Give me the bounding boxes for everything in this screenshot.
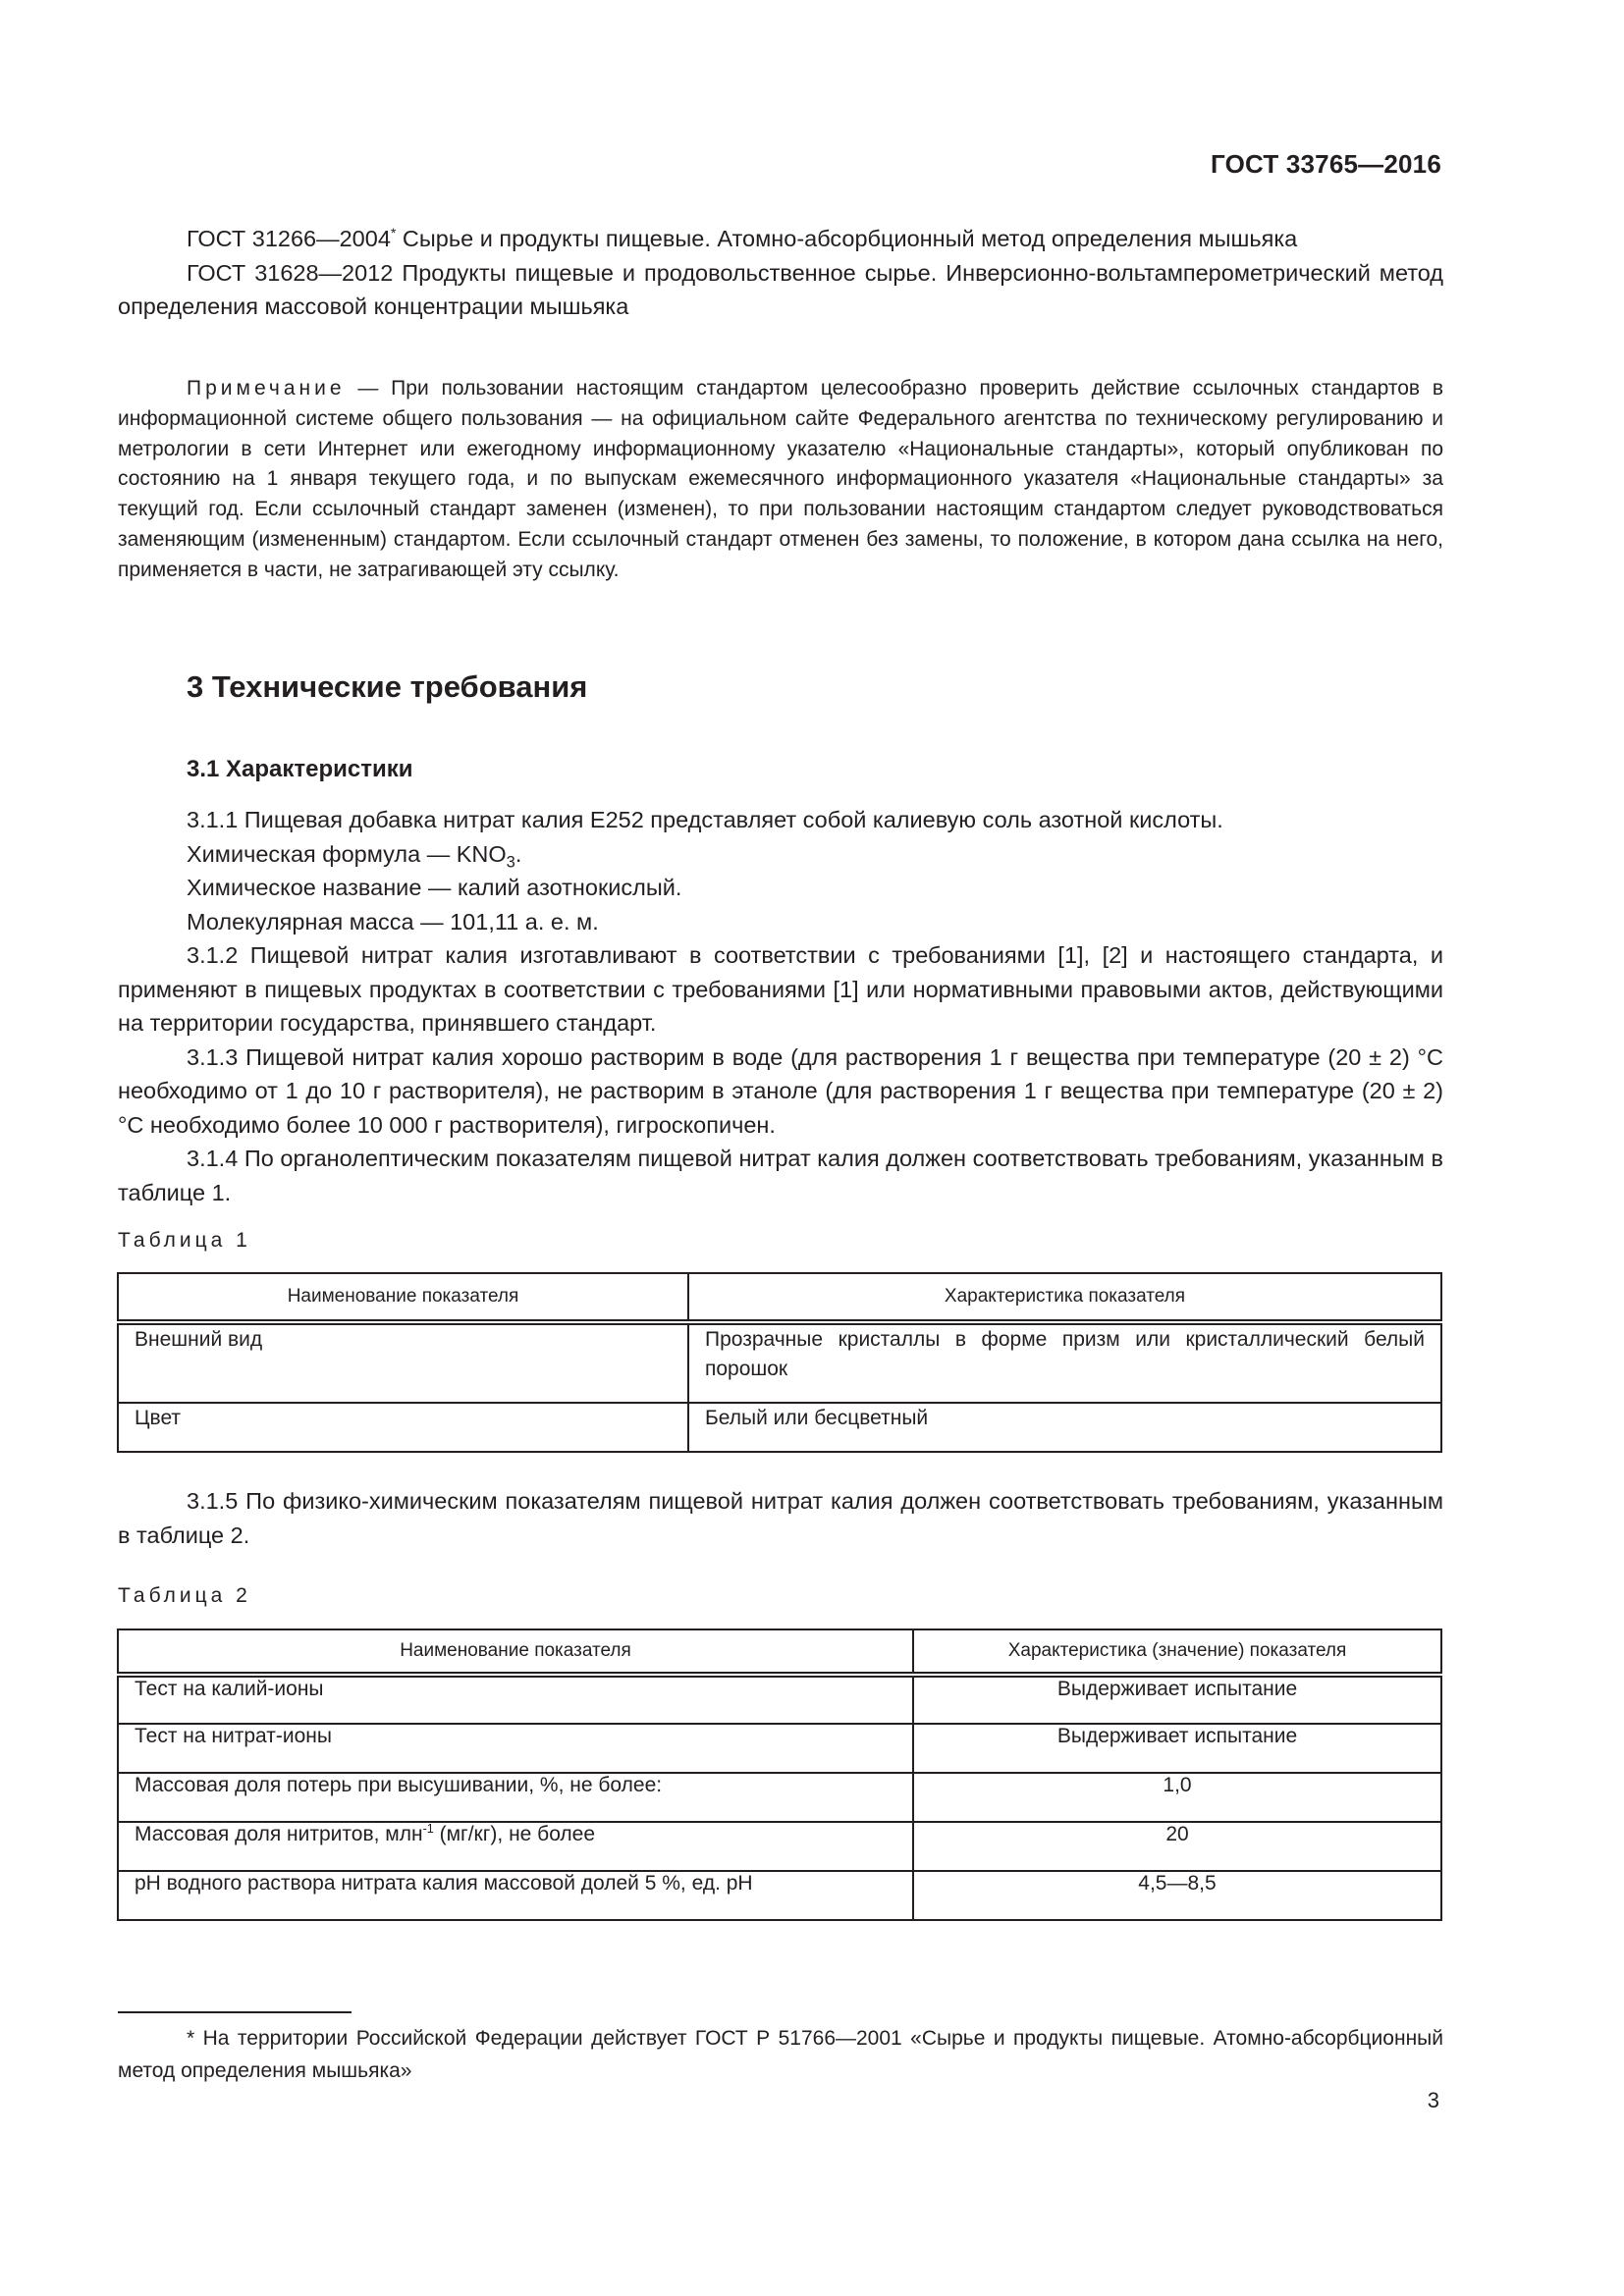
- cell-text-tail: (мг/кг), не более: [433, 1823, 596, 1845]
- table-cell: 20: [913, 1822, 1441, 1871]
- table-header-cell: Характеристика (значение) показателя: [913, 1629, 1441, 1675]
- table-header-row: [118, 1273, 1441, 1322]
- note-block: [118, 374, 1443, 586]
- table-cell: [118, 1822, 913, 1871]
- reference-code: ГОСТ 31266—2004: [187, 226, 391, 251]
- superscript: -1: [422, 1822, 434, 1836]
- reference-item: [118, 222, 1443, 256]
- page-number: 3: [1427, 2088, 1439, 2112]
- paragraph-3-1-4: 3.1.4 По органолептическим показателям пищевой нитрат калия должен соответствовать требованиям, указанным в таблице 1.: [118, 1146, 1443, 1205]
- molecular-mass: Молекулярная масса — 101,11 а. е. м.: [187, 908, 599, 934]
- footnote: [118, 2022, 1443, 2087]
- table-cell: 4,5—8,5: [913, 1871, 1441, 1920]
- paragraph-3-1-3: 3.1.3 Пищевой нитрат калия хорошо растворим в воде (для растворения 1 г вещества при температуре (20 ± 2) °С необходимо от 1 до 10 г растворителя), не растворим в этаноле (для растворения 1 г вещества при температуре (20 ± 2) °С необходимо более 10 000 г растворителя), гигроскопичен.: [118, 1043, 1443, 1138]
- section-title: 3 Технические требования: [187, 669, 588, 704]
- formula-line: [118, 837, 1443, 872]
- table-row: [118, 1724, 1441, 1773]
- document-number-header: ГОСТ 33765—2016: [1211, 149, 1441, 179]
- table-cell: Выдерживает испытание: [913, 1675, 1441, 1724]
- section-body-1: [118, 803, 1443, 1209]
- table-cell: Тест на нитрат-ионы: [118, 1724, 913, 1773]
- formula-subscript: 3: [506, 853, 515, 872]
- footnote-mark: *: [390, 225, 397, 241]
- footnote-divider: [118, 2011, 352, 2013]
- formula-label: Химическая формула — KNO: [187, 840, 507, 867]
- table-row: [118, 1675, 1441, 1724]
- table-header-row: [118, 1629, 1441, 1675]
- table-row: [118, 1871, 1441, 1920]
- footnote-text: На территории Российской Федерации действует ГОСТ Р 51766—2001 «Сырье и продукты пищевые. Атомно-абсорбционный метод определения мышьяка»: [118, 2027, 1443, 2082]
- chemical-name: Химическое название — калий азотнокислый.: [187, 875, 682, 900]
- table-header-cell: Наименование показателя: [118, 1629, 913, 1675]
- table-cell: 1,0: [913, 1773, 1441, 1822]
- reference-item: [118, 256, 1443, 324]
- note-text: — При пользовании настоящим стандартом целесообразно проверить действие ссылочных стандартов в информационной системе общего пользования — на официальном сайте Федерального агентства по техническому регулированию и метрологии в сети Интернет или ежегодному информационному указателю «Национальные стандарты», который опубликован по состоянию на 1 января текущего года, и по выпускам ежемесячного информационного указателя «Национальные стандарты» за текущий год. Если ссылочный стандарт заменен (изменен), то при пользовании настоящим стандартом следует руководствоваться заменяющим (измененным) стандартом. Если ссылочный стандарт отменен без замены, то положение, в котором дана ссылка на него, применяется в части, не затрагивающей эту ссылку.: [118, 377, 1443, 581]
- paragraph-3-1-2: 3.1.2 Пищевой нитрат калия изготавливают в соответствии с требованиями [1], [2] и настоящего стандарта, и применяют в пищевых продуктах в соответствии с требованиями [1] или нормативными правовыми актов, действующими на территории государства, принявшего стандарт.: [118, 942, 1443, 1036]
- table-row: [118, 1822, 1441, 1871]
- table-cell: Тест на калий-ионы: [118, 1675, 913, 1724]
- paragraph-3-1-1: 3.1.1 Пищевая добавка нитрат калия Е252 представляет собой калиевую соль азотной кислоты.: [187, 807, 1223, 832]
- table-cell: pH водного раствора нитрата калия массовой долей 5 %, ед. pH: [118, 1871, 913, 1920]
- paragraph-3-1-5: 3.1.5 По физико-химическим показателям пищевой нитрат калия должен соответствовать требованиям, указанным в таблице 2.: [118, 1488, 1443, 1548]
- table-row: [118, 1773, 1441, 1822]
- table2-label: Таблица 2: [118, 1584, 251, 1607]
- footnote-mark: *: [187, 2027, 195, 2050]
- section-body-2: [118, 1484, 1443, 1552]
- table-row: [118, 1403, 1441, 1452]
- table-row: [118, 1322, 1441, 1403]
- formula-end: .: [514, 840, 522, 867]
- reference-title: Продукты пищевые и продовольственное сырье. Инверсионно-вольтамперометрический метод определения массовой концентрации мышьяка: [118, 259, 1444, 319]
- table-2: [117, 1629, 1442, 1921]
- table-cell: Прозрачные кристаллы в форме призм или кристаллический белый порошок: [688, 1322, 1441, 1403]
- table-cell: Внешний вид: [118, 1322, 688, 1403]
- table1-label: Таблица 1: [118, 1229, 251, 1252]
- reference-code: ГОСТ 31628—2012: [187, 259, 394, 286]
- cell-text: Массовая доля нитритов, млн: [135, 1823, 423, 1845]
- table-cell: Цвет: [118, 1403, 688, 1452]
- subsection-title: 3.1 Характеристики: [187, 756, 413, 782]
- table-header-cell: Наименование показателя: [118, 1273, 688, 1322]
- reference-title: Сырье и продукты пищевые. Атомно-абсорбционный метод определения мышьяка: [396, 226, 1298, 251]
- table-cell: Белый или бесцветный: [688, 1403, 1441, 1452]
- table-header-cell: Характеристика показателя: [688, 1273, 1441, 1322]
- table-cell: Выдерживает испытание: [913, 1724, 1441, 1773]
- table-cell: Массовая доля потерь при высушивании, %, не более:: [118, 1773, 913, 1822]
- normative-references: [118, 222, 1443, 324]
- note-label: Примечание: [187, 377, 346, 400]
- table-1: [117, 1272, 1442, 1453]
